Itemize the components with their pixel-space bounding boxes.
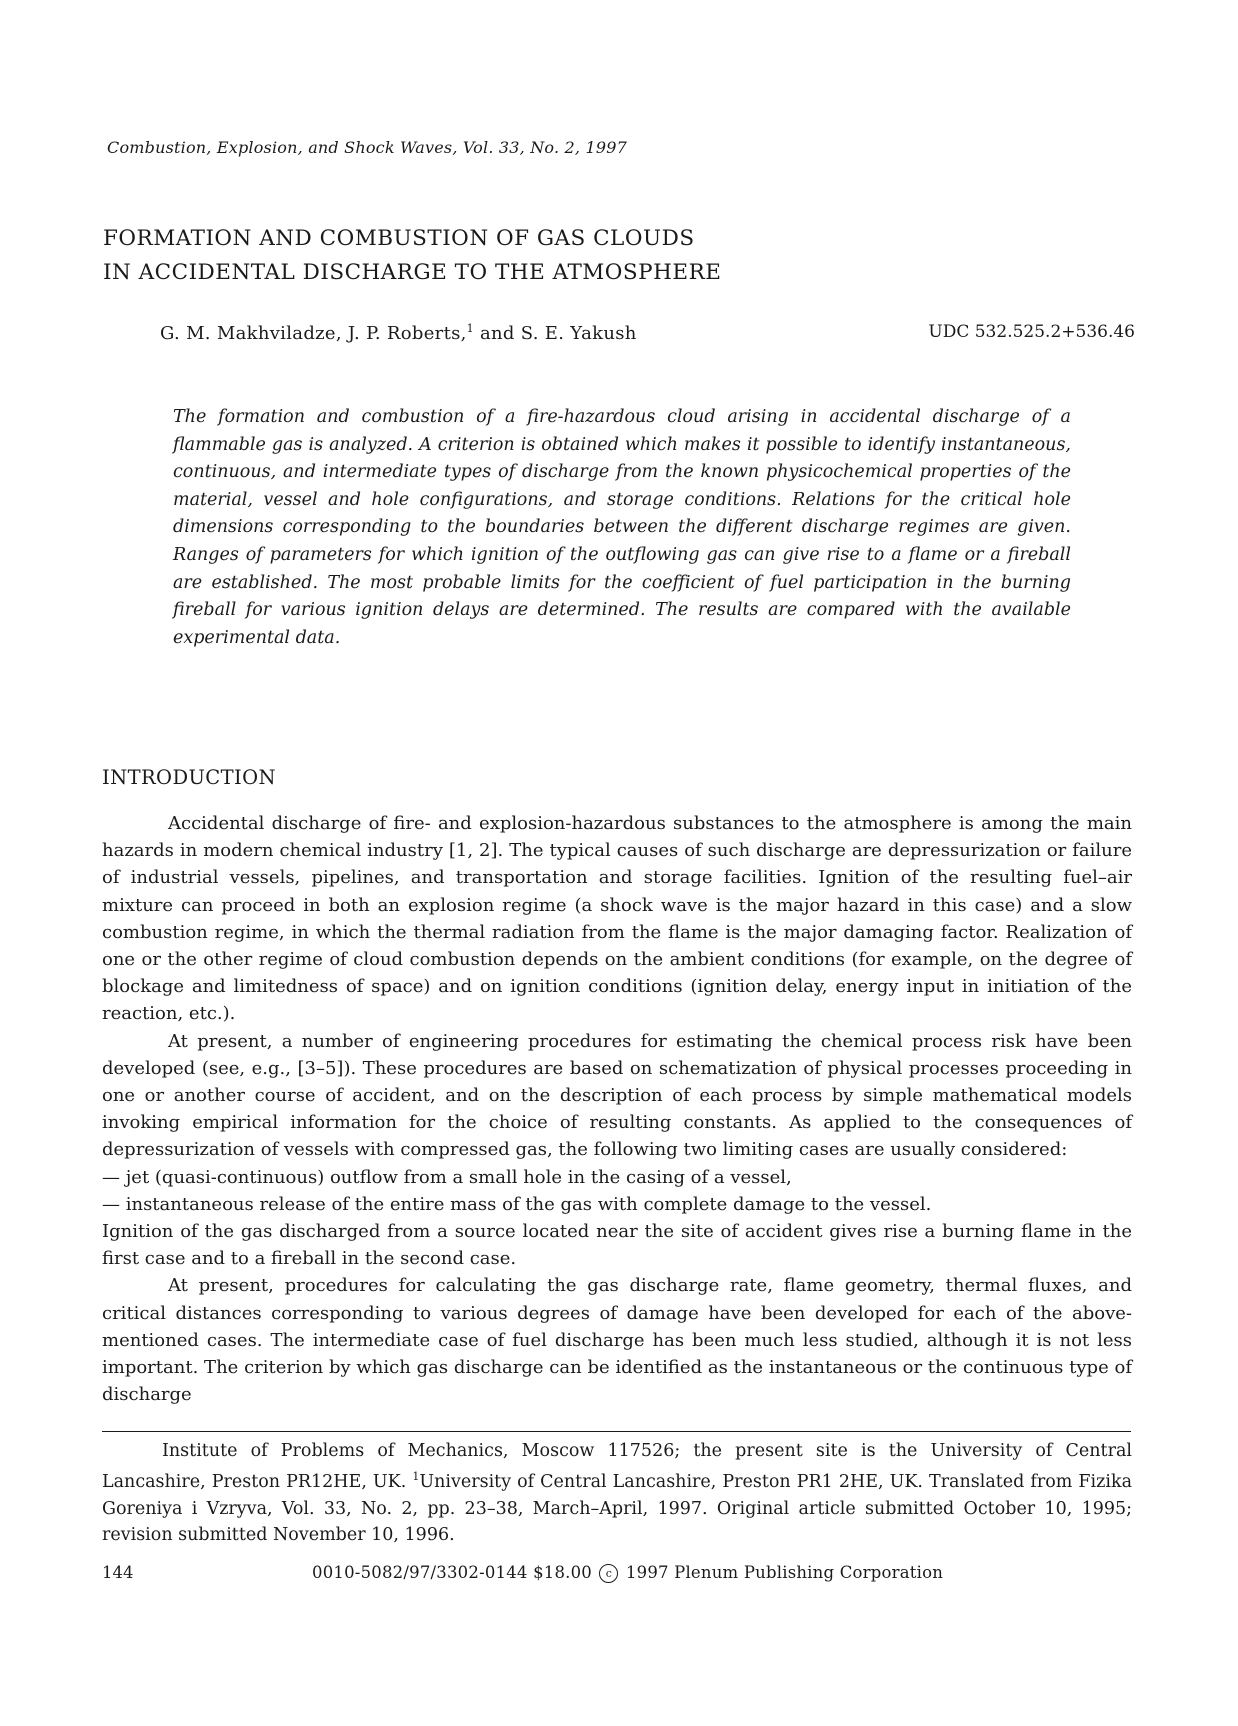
introduction-body (102, 810, 1132, 1408)
abstract: The formation and combustion of a fire-hazardous cloud arising in accidental discharge of a flammable gas is analyzed. A criterion is obtained which makes it possible to identify instantaneous, continuous, and intermediate types of discharge from the known physicochemical properties of the material, vessel and hole configurations, and storage conditions. Relations for the critical hole dimensions corresponding to the boundaries between the different discharge regimes are given. Ranges of parameters for which ignition of the outflowing gas can give rise to a flame or a fireball are established. The most probable limits for the coefficient of fuel participation in the burning fireball for various ignition delays are determined. The results are compared with the available experimental data. (173, 407, 1071, 648)
page-number: 144 (102, 1563, 134, 1582)
issn-price: 0010-5082/97/3302-0144 $18.00 (312, 1563, 593, 1582)
footnote-mark: 1 (412, 1470, 420, 1484)
copyright-text: 1997 Plenum Publishing Corporation (625, 1563, 944, 1582)
footnote-part-1: Institute of Problems of Mechanics, Moscow 117526; the present site is the University of Central Lancashire, Preston PR12HE, UK. (102, 1441, 1132, 1493)
author-list (160, 322, 637, 344)
title-line-2: IN ACCIDENTAL DISCHARGE TO THE ATMOSPHERE (103, 260, 722, 285)
affiliation-footnote (102, 1438, 1132, 1548)
authors-part-1: G. M. Makhviladze, J. P. Roberts, (160, 323, 467, 344)
section-heading-introduction: INTRODUCTION (102, 766, 276, 789)
copyright-line (312, 1563, 943, 1583)
paragraph: At present, procedures for calculating the gas discharge rate, flame geometry, thermal fluxes, and critical distances corresponding to various degrees of damage have been developed for each of the above-mentioned cases. The intermediate case of fuel discharge has been much less studied, although it is not less important. The criterion by which gas discharge can be identified as the instantaneous or the continuous type of discharge (102, 1275, 1132, 1406)
author-footnote-mark: 1 (466, 322, 474, 335)
udc-code: UDC 532.525.2+536.46 (928, 322, 1135, 342)
dash-list-item: — instantaneous release of the entire mass of the gas with complete damage to the vessel. (102, 1193, 932, 1215)
journal-citation: Combustion, Explosion, and Shock Waves, Vol. 33, No. 2, 1997 (107, 138, 628, 157)
article-title (103, 222, 1003, 290)
paragraph: At present, a number of engineering procedures for estimating the chemical process risk have been developed (see, e.g., [3–5]). These procedures are based on schematization of physical processes proceeding in one or another course of accident, and on the description of each process by simple mathematical models invoking empirical information for the choice of resulting constants. As applied to the consequences of depressurization of vessels with compressed gas, the following two limiting cases are usually considered: (102, 1030, 1132, 1161)
dash-list-item: — jet (quasi-continuous) outflow from a small hole in the casing of a vessel, (102, 1166, 792, 1188)
paragraph: Accidental discharge of fire- and explosion-hazardous substances to the atmosphere is among the main hazards in modern chemical industry [1, 2]. The typical causes of such discharge are depressurization or failure of industrial vessels, pipelines, and transportation and storage facilities. Ignition of the resulting fuel–air mixture can proceed in both an explosion regime (a shock wave is the major hazard in this case) and a slow combustion regime, in which the thermal radiation from the flame is the major damaging factor. Realization of one or the other regime of cloud combustion depends on the ambient conditions (for example, on the degree of blockage and limitedness of space) and on ignition conditions (ignition delay, energy input in initiation of the reaction, etc.). (102, 813, 1132, 1025)
title-line-1: FORMATION AND COMBUSTION OF GAS CLOUDS (103, 226, 695, 251)
authors-part-2: and S. E. Yakush (473, 323, 637, 344)
copyright-icon: c (599, 1564, 618, 1583)
footnote-part-2: University of Central Lancashire, Preston PR1 2HE, UK. Translated from Fizika Goreniya i Vzryva, Vol. 33, No. 2, pp. 23–38, March–April, 1997. Original article submitted October 10, 1995; revision submitted November 10, 1996. (102, 1472, 1132, 1546)
footnote-divider (102, 1431, 1131, 1432)
paragraph: Ignition of the gas discharged from a source located near the site of accident gives rise a burning flame in the first case and to a fireball in the second case. (102, 1221, 1132, 1270)
